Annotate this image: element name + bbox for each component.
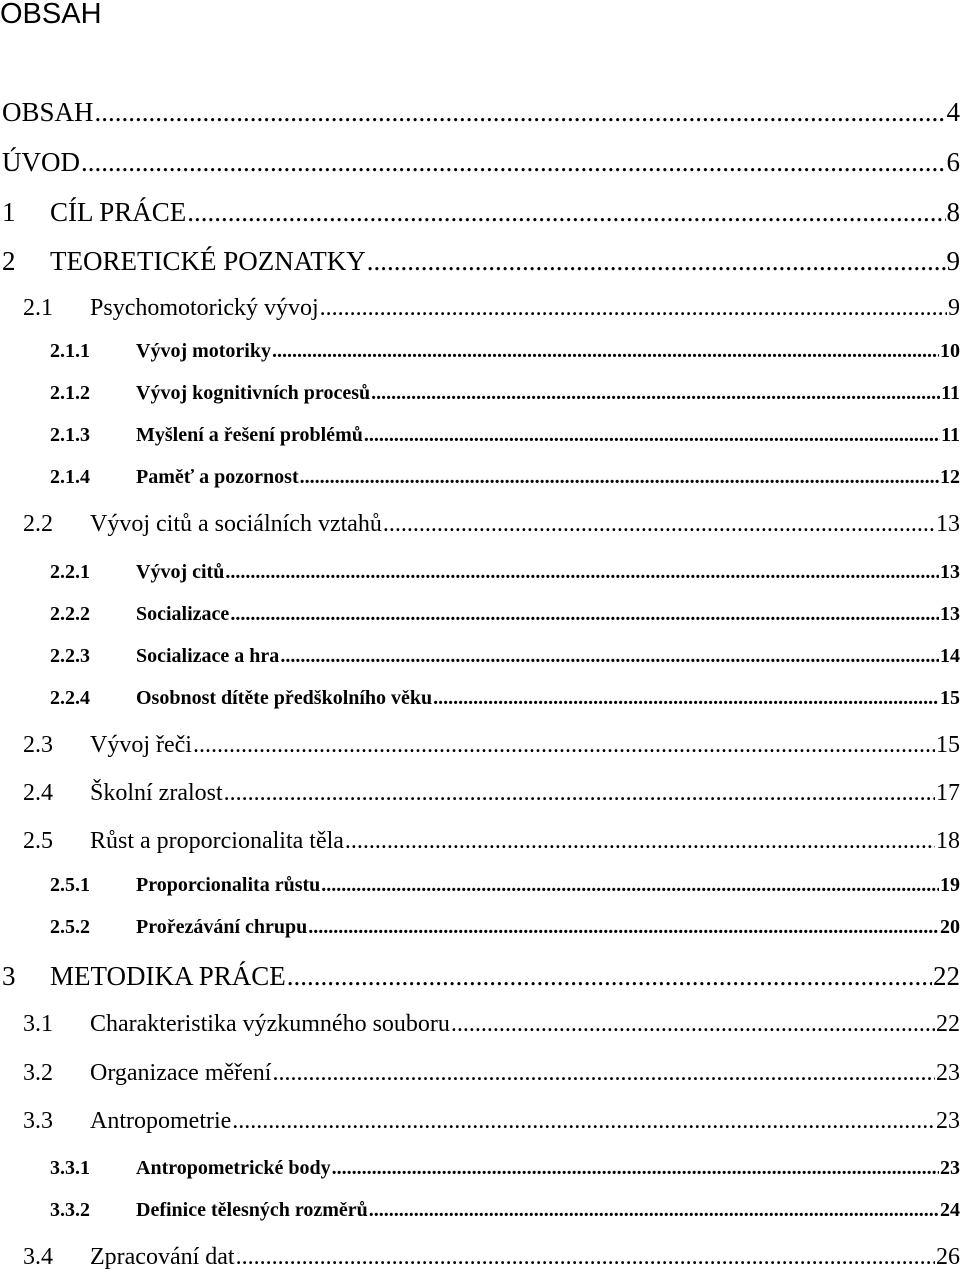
toc-entry-page: 13: [940, 603, 960, 626]
toc-entry-title: Paměť a pozornost: [136, 466, 299, 489]
toc-entry[interactable]: [50, 687, 960, 721]
toc-dot-leader: [371, 382, 940, 405]
toc-dot-leader: [81, 147, 946, 178]
toc-entry-page: 14: [940, 645, 960, 668]
toc-entry-number: 2.1.1: [50, 340, 136, 363]
toc-entry[interactable]: [50, 382, 960, 416]
toc-entry-title: Proporcionalita růstu: [136, 874, 320, 897]
toc-entry-title: Osobnost dítěte předškolního věku: [136, 687, 432, 710]
toc-entry-number: 3.4: [23, 1244, 90, 1271]
toc-entry-number: 2.2.1: [50, 561, 136, 584]
toc-entry-page: 23: [936, 1060, 960, 1087]
toc-entry-page: 22: [933, 961, 960, 992]
toc-dot-leader: [224, 780, 935, 807]
toc-entry-page: 22: [936, 1011, 960, 1038]
toc-entry[interactable]: [50, 466, 960, 500]
toc-entry-number: 2.1.4: [50, 466, 136, 489]
toc-entry-page: 13: [936, 511, 960, 538]
toc-dot-leader: [308, 916, 939, 939]
toc-dot-leader: [451, 1011, 935, 1038]
toc-entry[interactable]: [50, 874, 960, 908]
toc-dot-leader: [321, 874, 939, 897]
page-heading: OBSAH: [0, 0, 102, 34]
toc-entry-title: OBSAH: [2, 97, 94, 128]
toc-entry-title: Vývoj citů: [136, 561, 224, 584]
toc-entry-number: 3.3.1: [50, 1157, 136, 1180]
toc-entry[interactable]: [2, 246, 960, 280]
toc-entry-title: Charakteristika výzkumného souboru: [90, 1011, 450, 1038]
toc-dot-leader: [364, 424, 940, 447]
toc-entry-page: 4: [947, 97, 960, 128]
toc-entry-title: Myšlení a řešení problémů: [136, 424, 363, 447]
toc-entry-page: 11: [941, 424, 960, 447]
toc-entry-title: TEORETICKÉ POZNATKY: [50, 246, 366, 277]
toc-entry-number: 2.5.1: [50, 874, 136, 897]
toc-entry-number: 3.3: [23, 1108, 90, 1135]
toc-entry-page: 9: [947, 246, 960, 277]
toc-entry[interactable]: [23, 295, 960, 329]
toc-entry[interactable]: [23, 511, 960, 545]
toc-entry-number: 2.2.3: [50, 645, 136, 668]
toc-entry[interactable]: [50, 645, 960, 679]
toc-entry-title: Vývoj řeči: [90, 732, 192, 759]
toc-entry-number: 3: [2, 961, 50, 992]
toc-entry[interactable]: [23, 1060, 960, 1094]
toc-dot-leader: [236, 1244, 935, 1271]
toc-entry-page: 9: [948, 295, 960, 322]
toc-entry-title: Růst a proporcionalita těla: [90, 828, 344, 855]
toc-entry-number: 2: [2, 246, 50, 277]
toc-entry-title: ÚVOD: [2, 147, 80, 178]
toc-entry-page: 17: [936, 780, 960, 807]
toc-dot-leader: [345, 828, 935, 855]
toc-entry-number: 2.5: [23, 828, 90, 855]
toc-entry[interactable]: [23, 1108, 960, 1142]
toc-dot-leader: [287, 961, 932, 992]
toc-entry-page: 18: [936, 828, 960, 855]
toc-entry-title: Antropometrie: [90, 1108, 231, 1135]
toc-entry[interactable]: [2, 961, 960, 995]
toc-entry-number: 2.2.4: [50, 687, 136, 710]
toc-dot-leader: [95, 97, 946, 128]
toc-entry-page: 15: [940, 687, 960, 710]
toc-entry[interactable]: [50, 424, 960, 458]
toc-entry-number: 3.2: [23, 1060, 90, 1087]
toc-entry-number: 2.2.2: [50, 603, 136, 626]
toc-entry[interactable]: [2, 197, 960, 231]
toc-entry-page: 23: [940, 1157, 960, 1180]
toc-entry[interactable]: [50, 603, 960, 637]
toc-entry[interactable]: [23, 1011, 960, 1045]
toc-entry-title: Prořezávání chrupu: [136, 916, 307, 939]
toc-entry-number: 2.1.2: [50, 382, 136, 405]
toc-entry-title: Školní zralost: [90, 780, 223, 807]
toc-dot-leader: [383, 511, 935, 538]
toc-entry-title: Vývoj kognitivních procesů: [136, 382, 370, 405]
toc-entry-title: Organizace měření: [90, 1060, 271, 1087]
toc-entry[interactable]: [50, 561, 960, 595]
toc-entry-number: 2.3: [23, 732, 90, 759]
toc-entry-title: Socializace a hra: [136, 645, 279, 668]
toc-entry-title: Psychomotorický vývoj: [90, 295, 319, 322]
toc-dot-leader: [300, 466, 939, 489]
toc-entry-title: Definice tělesných rozměrů: [136, 1199, 368, 1222]
toc-entry-title: CÍL PRÁCE: [50, 197, 186, 228]
toc-entry[interactable]: [23, 828, 960, 862]
toc-dot-leader: [433, 687, 939, 710]
toc-entry-number: 2.1: [23, 295, 90, 322]
toc-entry-title: Vývoj citů a sociálních vztahů: [90, 511, 382, 538]
toc-dot-leader: [369, 1199, 939, 1222]
toc-entry-page: 23: [936, 1108, 960, 1135]
toc-entry-title: Socializace: [136, 603, 229, 626]
toc-entry[interactable]: [50, 1199, 960, 1233]
toc-entry-page: 19: [940, 874, 960, 897]
toc-entry-title: Vývoj motoriky: [136, 340, 271, 363]
toc-entry-page: 24: [940, 1199, 960, 1222]
toc-entry[interactable]: [50, 916, 960, 950]
toc-dot-leader: [225, 561, 939, 584]
toc-entry-number: 3.3.2: [50, 1199, 136, 1222]
toc-entry[interactable]: [2, 97, 960, 131]
toc-dot-leader: [272, 340, 939, 363]
toc-entry-page: 11: [941, 382, 960, 405]
toc-entry-page: 13: [940, 561, 960, 584]
toc-entry-number: 2.5.2: [50, 916, 136, 939]
toc-dot-leader: [280, 645, 939, 668]
toc-entry[interactable]: [23, 1244, 960, 1278]
toc-dot-leader: [187, 197, 945, 228]
toc-dot-leader: [272, 1060, 935, 1087]
toc-entry-page: 20: [940, 916, 960, 939]
toc-dot-leader: [230, 603, 939, 626]
toc-entry[interactable]: [2, 147, 960, 181]
toc-entry-page: 12: [940, 466, 960, 489]
toc-entry[interactable]: [50, 1157, 960, 1191]
toc-entry[interactable]: [23, 732, 960, 766]
toc-dot-leader: [232, 1108, 935, 1135]
toc-entry-number: 2.1.3: [50, 424, 136, 447]
toc-entry-number: 2.4: [23, 780, 90, 807]
toc-dot-leader: [320, 295, 947, 322]
toc-entry-page: 26: [936, 1244, 960, 1271]
toc-entry-title: METODIKA PRÁCE: [50, 961, 286, 992]
toc-entry-page: 10: [940, 340, 960, 363]
toc-dot-leader: [367, 246, 946, 277]
toc-dot-leader: [193, 732, 935, 759]
toc-entry-page: 15: [936, 732, 960, 759]
toc-entry-title: Antropometrické body: [136, 1157, 331, 1180]
toc-entry[interactable]: [23, 780, 960, 814]
toc-dot-leader: [332, 1157, 939, 1180]
toc-entry-title: Zpracování dat: [90, 1244, 235, 1271]
toc-entry-number: 1: [2, 197, 50, 228]
toc-entry-page: 8: [947, 197, 960, 228]
toc-entry-page: 6: [947, 147, 960, 178]
toc-entry-number: 3.1: [23, 1011, 90, 1038]
toc-entry[interactable]: [50, 340, 960, 374]
toc-entry-number: 2.2: [23, 511, 90, 538]
